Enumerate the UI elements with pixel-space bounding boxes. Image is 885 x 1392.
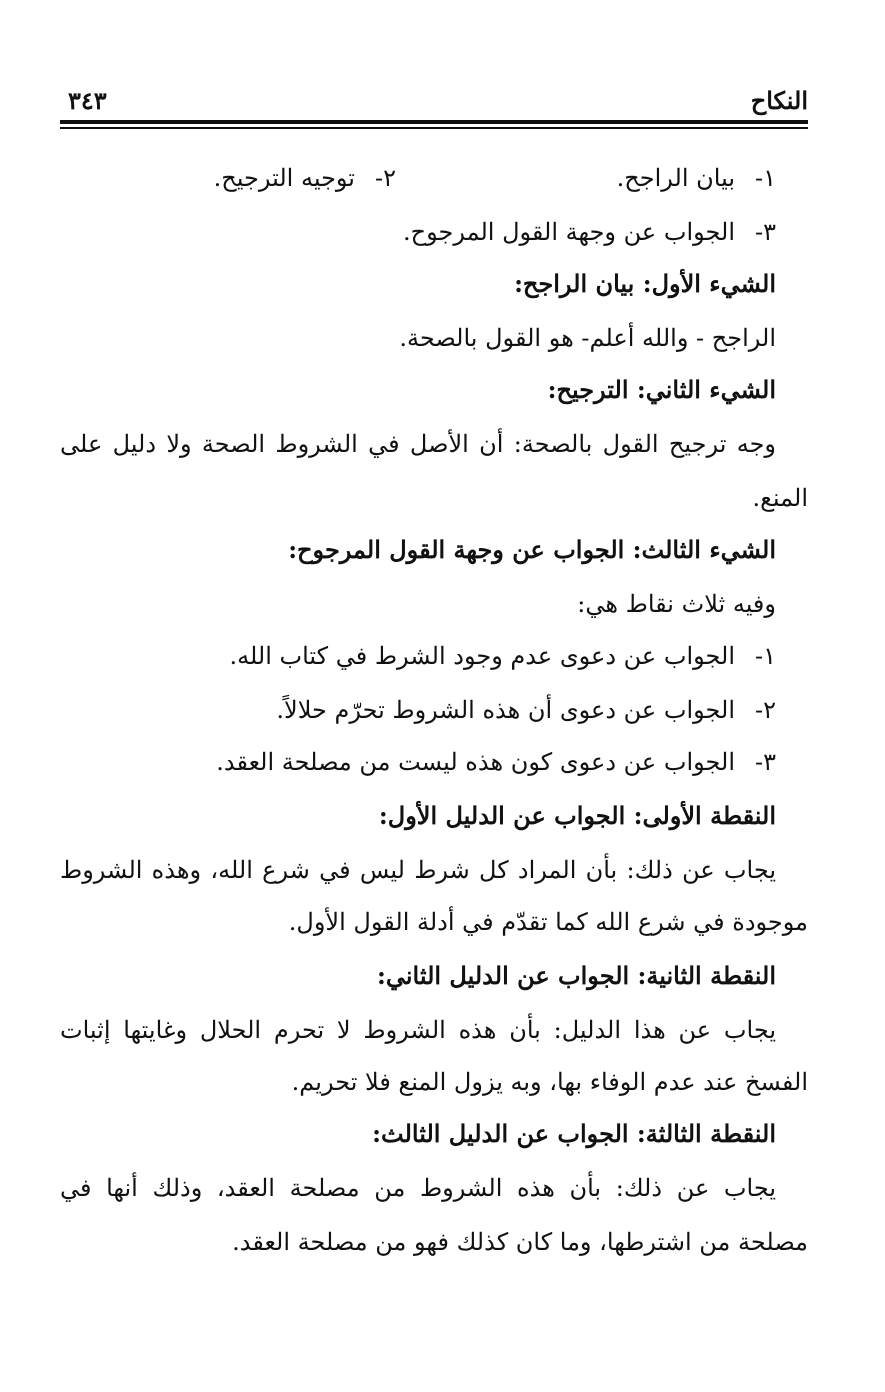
list-item-text: الجواب عن دعوى عدم وجود الشرط في كتاب الله.: [229, 642, 735, 670]
list-item-number: ٢-: [755, 696, 776, 724]
section-heading: الشيء الثالث: الجواب عن وجهة القول المرجوح:: [288, 535, 776, 564]
list-item-text: الجواب عن دعوى أن هذه الشروط تحرّم حلالاً.: [276, 696, 735, 724]
list-item: [60, 158, 776, 198]
paragraph-line: موجودة في شرع الله كما تقدّم في أدلة القول الأول.: [288, 908, 808, 936]
page-header: [60, 82, 808, 118]
section-heading: الشيء الثاني: الترجيح:: [547, 375, 776, 404]
list-item-number: ١-: [755, 642, 776, 670]
section-heading: النقطة الأولى: الجواب عن الدليل الأول:: [378, 801, 776, 830]
header-rule-thick: [60, 120, 808, 124]
list-item-text: الجواب عن وجهة القول المرجوح.: [402, 218, 735, 246]
paragraph-line: الراجح - والله أعلم- هو القول بالصحة.: [399, 324, 776, 352]
paragraph-line: وفيه ثلاث نقاط هي:: [577, 590, 776, 618]
paragraph-line: الفسخ عند عدم الوفاء بها، وبه يزول المنع فلا تحريم.: [291, 1068, 808, 1096]
list-item-text: بيان الراجح.: [616, 164, 735, 192]
list-item-number: ٣-: [755, 748, 776, 776]
book-page: [60, 0, 808, 1392]
paragraph-line: وجه ترجيح القول بالصحة: أن الأصل في الشروط الصحة ولا دليل على: [60, 430, 776, 458]
list-item: [60, 742, 776, 782]
list-item: [214, 158, 396, 198]
list-item-number: ٣-: [755, 218, 776, 246]
list-item: [60, 636, 776, 676]
list-item-text: الجواب عن دعوى كون هذه ليست من مصلحة العقد.: [216, 748, 735, 776]
section-heading: الشيء الأول: بيان الراجح:: [514, 269, 776, 298]
page-number: ٣٤٣: [68, 86, 107, 115]
header-rule-thin: [60, 127, 808, 129]
section-heading: النقطة الثانية: الجواب عن الدليل الثاني:: [377, 961, 776, 990]
list-item: [60, 212, 776, 252]
paragraph-line: مصلحة من اشترطها، وما كان كذلك فهو من مصلحة العقد.: [232, 1228, 808, 1256]
paragraph-line: يجاب عن ذلك: بأن هذه الشروط من مصلحة العقد، وذلك أنها في: [60, 1174, 776, 1202]
paragraph-line: المنع.: [752, 484, 808, 512]
list-item-text: توجيه الترجيح.: [213, 164, 355, 192]
list-item-number: ١-: [755, 164, 776, 192]
list-item-number: ٢-: [375, 164, 396, 192]
paragraph-line: يجاب عن هذا الدليل: بأن هذه الشروط لا تحرم الحلال وغايتها إثبات: [60, 1016, 776, 1044]
section-heading: النقطة الثالثة: الجواب عن الدليل الثالث:: [372, 1119, 776, 1148]
paragraph-line: يجاب عن ذلك: بأن المراد كل شرط ليس في شرع الله، وهذه الشروط: [60, 856, 776, 884]
chapter-title: النكاح: [750, 86, 808, 115]
list-item: [60, 690, 776, 730]
